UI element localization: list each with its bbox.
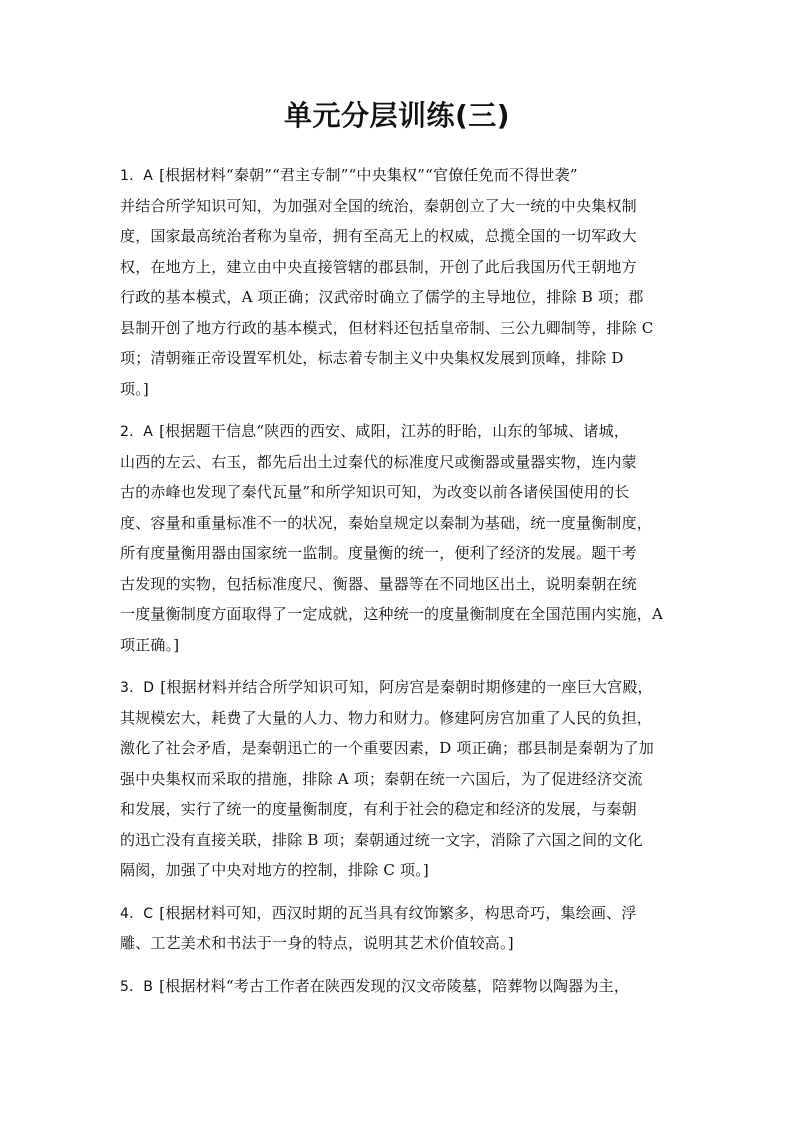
- answer-line: 和发展，实行了统一的度量衡制度，有利于社会的稳定和经济的发展，与秦朝: [120, 800, 637, 818]
- answer-line: 强中央集权而采取的措施，排除 A 项；秦朝在统一六国后，为了促进经济交流: [120, 769, 643, 788]
- answer-label: 2．A: [120, 424, 154, 440]
- answer-line: 度、容量和重量标准不一的状况，秦始皇规定以秦制为基础，统一度量衡制度，: [120, 513, 653, 532]
- answer-line: 4．C [根据材料可知，西汉时期的瓦当具有纹饰繁多，构思奇巧，集绘画、浮: [120, 903, 637, 922]
- answer-line: 并结合所学知识可知，为加强对全国的统治，秦朝创立了大一统的中央集权制: [120, 196, 637, 215]
- answer-line: 项；清朝雍正帝设置军机处，标志着专制主义中央集权发展到顶峰，排除 D: [120, 349, 624, 367]
- answer-item-1: [120, 160, 695, 404]
- answer-item-3: [120, 672, 695, 886]
- answer-line: 项正确。]: [120, 635, 180, 654]
- answer-item-2: [120, 416, 695, 660]
- answer-line: 5．B [根据材料“考古工作者在陕西发现的汉文帝陵墓，陪葬物以陶器为主，: [120, 976, 630, 995]
- answer-line: 的迅亡没有直接关联，排除 B 项；秦朝通过统一文字，消除了六国之间的文化: [120, 830, 643, 849]
- answer-line: 项。]: [120, 379, 149, 398]
- answer-line: 隔阂，加强了中央对地方的控制，排除 C 项。]: [120, 861, 429, 879]
- answer-line: 权，在地方上，建立由中央直接管辖的郡县制，开创了此后我国历代王朝地方: [120, 257, 637, 276]
- answer-label: 3．D: [120, 680, 155, 696]
- answer-line: 雕、工艺美术和书法于一身的特点，说明其艺术价值较高。]: [120, 934, 514, 952]
- answer-line: 古的赤峰也发现了秦代瓦量”和所学知识可知，为改变以前各诸侯国使用的长: [120, 483, 630, 501]
- page-title: 单元分层训练(三): [283, 99, 511, 132]
- answer-line: 2．A [根据题干信息“陕西的西安、咸阳，江苏的盱眙，山东的邹城、诸城，: [120, 422, 630, 440]
- answer-item-4: [120, 898, 695, 959]
- answer-line: 古发现的实物，包括标准度尺、衡器、量器等在不同地区出土，说明秦朝在统: [120, 574, 637, 593]
- answer-label: 5．B: [120, 978, 154, 995]
- answer-item-5: [120, 971, 695, 1002]
- answer-line: 行政的基本模式，A 项正确；汉武帝时确立了儒学的主导地位，排除 B 项；郡: [120, 288, 644, 306]
- answer-line: 其规模宏大，耗费了大量的人力、物力和财力。修建阿房宫加重了人民的负担，: [120, 708, 653, 727]
- answer-line: 激化了社会矛盾，是秦朝迅亡的一个重要因素，D 项正确；郡县制是秦朝为了加: [120, 739, 654, 757]
- answer-line: 1．A [根据材料“秦朝”“君主专制”“中央集权”“官僚任免而不得世袭”: [120, 166, 578, 184]
- answer-label: 4．C: [120, 905, 154, 922]
- answer-line: 县制开创了地方行政的基本模式，但材料还包括皇帝制、三公九卿制等，排除 C: [120, 318, 654, 337]
- answer-line: 一度量衡制度方面取得了一定成就，这种统一的度量衡制度在全国范围内实施，A: [120, 605, 664, 623]
- answer-line: 3．D [根据材料并结合所学知识可知，阿房宫是秦朝时期修建的一座巨大宫殿，: [120, 678, 653, 696]
- answer-label: 1．A: [120, 168, 154, 184]
- answer-list: [120, 160, 695, 1013]
- answer-line: 所有度量衡用器由国家统一监制。度量衡的统一，便利了经济的发展。题干考: [120, 544, 637, 562]
- answer-line: 度，国家最高统治者称为皇帝，拥有至高无上的权威，总揽全国的一切军政大: [120, 227, 637, 245]
- answer-line: 山西的左云、右玉，都先后出土过秦代的标准度尺或衡器或量器实物，连内蒙: [120, 452, 637, 471]
